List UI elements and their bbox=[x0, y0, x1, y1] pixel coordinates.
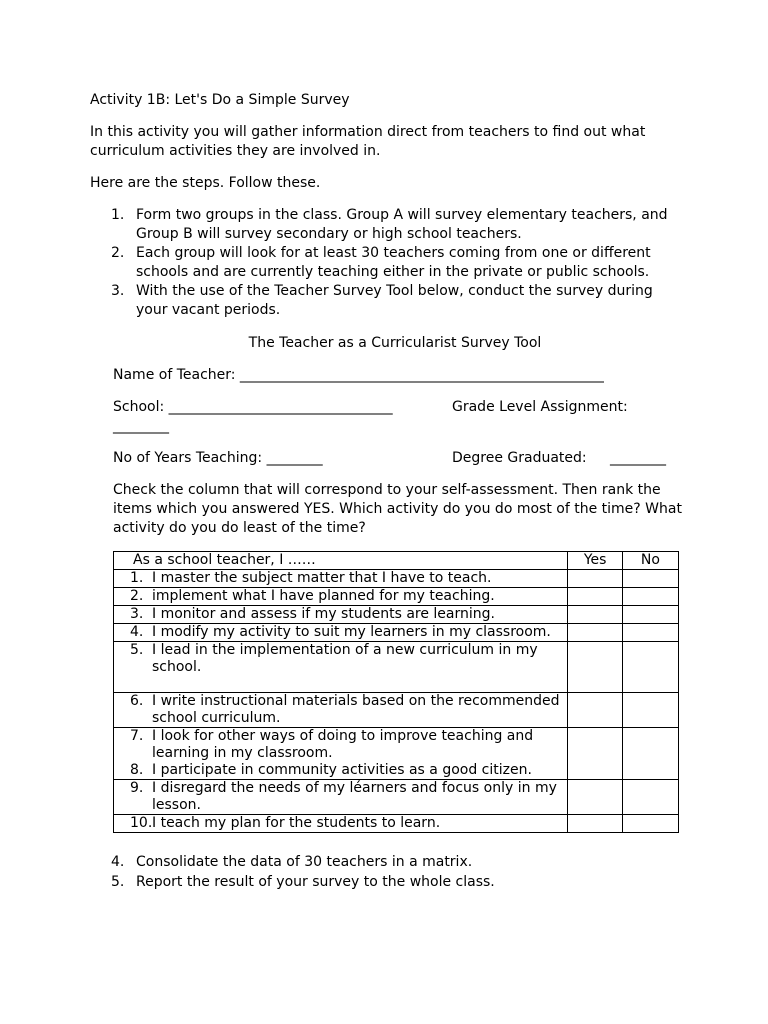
step-item: 4. Consolidate the data of 30 teachers in a matrix. bbox=[111, 854, 473, 870]
row-text: I look for other ways of doing to improve teaching and learning in my classroom. bbox=[152, 728, 534, 761]
yes-cell[interactable] bbox=[568, 606, 622, 624]
row-text: I disregard the needs of my léarners and focus only in my lesson. bbox=[152, 780, 557, 813]
steps-list bbox=[90, 206, 680, 320]
yes-cell[interactable] bbox=[568, 588, 622, 606]
intro-paragraph: In this activity you will gather information direct from teachers to find out what curriculum activities they are involved in. bbox=[90, 124, 646, 159]
step-item: 5. Report the result of your survey to the whole class. bbox=[111, 874, 495, 890]
grade-level-label: Grade Level Assignment: bbox=[452, 399, 628, 415]
no-cell[interactable] bbox=[622, 624, 678, 642]
step-text: With the use of the Teacher Survey Tool below, conduct the survey during your vacant periods. bbox=[136, 283, 653, 318]
survey-tool-title: The Teacher as a Curricularist Survey Tool bbox=[248, 335, 542, 351]
table-row: 6. I write instructional materials based on the recommended school curriculum. bbox=[114, 693, 679, 728]
yes-cell[interactable] bbox=[568, 780, 622, 815]
years-teaching-field: No of Years Teaching: ________ bbox=[113, 450, 323, 466]
degree-graduated-blank: ________ bbox=[610, 450, 666, 466]
survey-instructions: Check the column that will correspond to your self-assessment. Then rank the items which you answered YES. Which activity do you do most of the time? What activity do you do least of the time? bbox=[113, 482, 682, 536]
no-cell[interactable] bbox=[622, 815, 678, 833]
table-row: 9. I disregard the needs of my léarners and focus only in my lesson. bbox=[114, 780, 679, 815]
step-item: 1. Form two groups in the class. Group A will survey elementary teachers, and Group B will survey secondary or high school teachers. bbox=[111, 207, 668, 242]
no-cell[interactable] bbox=[622, 780, 678, 815]
step-text: Report the result of your survey to the whole class. bbox=[136, 874, 495, 890]
step-text: Consolidate the data of 30 teachers in a matrix. bbox=[136, 854, 473, 870]
row-text: I lead in the implementation of a new curriculum in my school. bbox=[152, 642, 538, 675]
header-no: No bbox=[622, 552, 678, 570]
yes-cell[interactable] bbox=[568, 570, 622, 588]
table-row: 10. I teach my plan for the students to learn. bbox=[114, 815, 679, 833]
table-row: 4. I modify my activity to suit my learners in my classroom. bbox=[114, 624, 679, 642]
survey-table bbox=[113, 551, 679, 833]
table-header-row bbox=[114, 552, 679, 570]
yes-cell[interactable] bbox=[568, 693, 622, 728]
table-row: 7. I look for other ways of doing to improve teaching and learning in my classroom. 8. I participate in community activities as a good citizen. bbox=[114, 728, 679, 780]
table-row: 5. I lead in the implementation of a new curriculum in my school. bbox=[114, 642, 679, 693]
row-text: I master the subject matter that I have to teach. bbox=[152, 570, 492, 586]
row-text: I write instructional materials based on the recommended school curriculum. bbox=[152, 693, 560, 726]
school-field: School: ________________________________ bbox=[113, 399, 393, 415]
step-text: Each group will look for at least 30 teachers coming from one or different schools and are currently teaching either in the private or public schools. bbox=[136, 245, 651, 280]
yes-cell[interactable] bbox=[568, 624, 622, 642]
no-cell[interactable] bbox=[622, 693, 678, 728]
final-steps-list bbox=[90, 853, 495, 893]
grade-level-blank: ________ bbox=[113, 418, 169, 434]
no-cell[interactable] bbox=[622, 570, 678, 588]
no-cell[interactable] bbox=[622, 642, 678, 693]
degree-graduated-label: Degree Graduated: bbox=[452, 450, 587, 466]
name-of-teacher-field: Name of Teacher: ____________________________________________________ bbox=[113, 367, 604, 383]
no-cell[interactable] bbox=[622, 728, 678, 780]
no-cell[interactable] bbox=[622, 606, 678, 624]
row-text: implement what I have planned for my teaching. bbox=[152, 588, 495, 604]
table-row: 2. implement what I have planned for my teaching. bbox=[114, 588, 679, 606]
yes-cell[interactable] bbox=[568, 642, 622, 693]
header-yes: Yes bbox=[568, 552, 622, 570]
activity-title: Activity 1B: Let's Do a Simple Survey bbox=[90, 92, 350, 108]
row-text: I monitor and assess if my students are learning. bbox=[152, 606, 495, 622]
yes-cell[interactable] bbox=[568, 728, 622, 780]
row-text: I modify my activity to suit my learners in my classroom. bbox=[152, 624, 551, 640]
step-text: Form two groups in the class. Group A will survey elementary teachers, and Group B will survey secondary or high school teachers. bbox=[136, 207, 668, 242]
header-item: As a school teacher, I …… bbox=[114, 552, 568, 570]
steps-intro: Here are the steps. Follow these. bbox=[90, 175, 321, 191]
row-text: I teach my plan for the students to learn. bbox=[152, 815, 441, 831]
step-item: 2. Each group will look for at least 30 teachers coming from one or different schools and are currently teaching either in the private or public schools. bbox=[111, 245, 651, 280]
step-item: 3. With the use of the Teacher Survey Tool below, conduct the survey during your vacant periods. bbox=[111, 283, 653, 318]
yes-cell[interactable] bbox=[568, 815, 622, 833]
table-row: 1. I master the subject matter that I have to teach. bbox=[114, 570, 679, 588]
table-row: 3. I monitor and assess if my students are learning. bbox=[114, 606, 679, 624]
no-cell[interactable] bbox=[622, 588, 678, 606]
row-text: I participate in community activities as a good citizen. bbox=[152, 762, 532, 778]
